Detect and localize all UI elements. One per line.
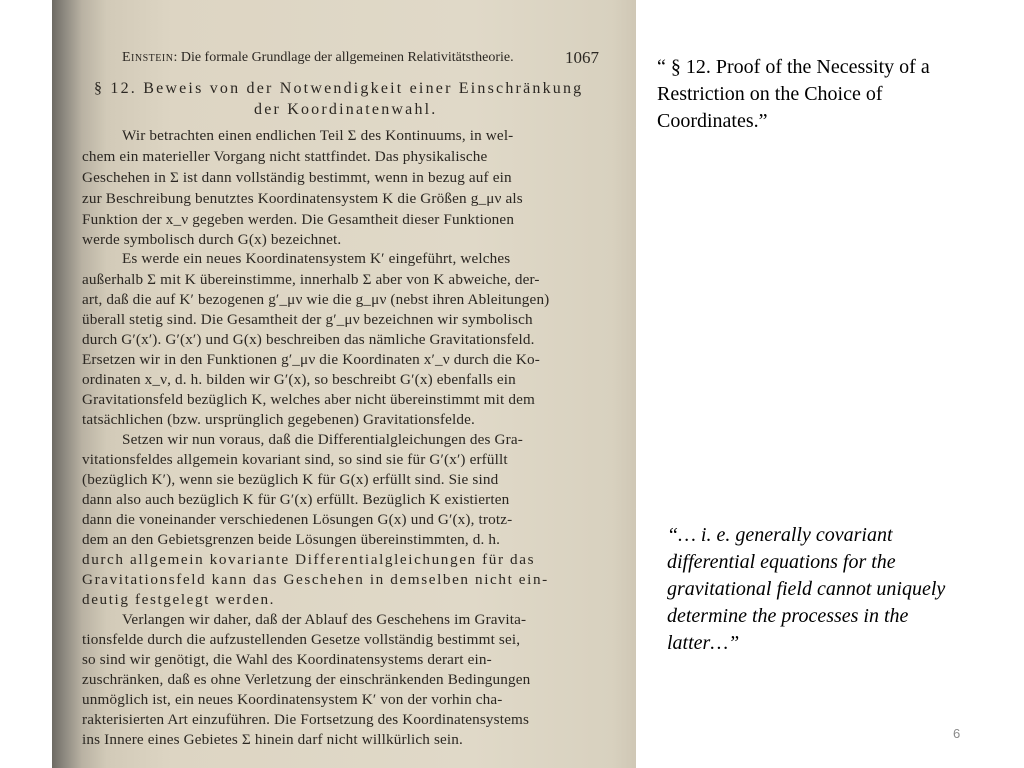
- translation-excerpt-quote: “… i. e. generally covariant differential equations for the gravitational field cannot uniquely determine the processes in the latter…”: [667, 524, 946, 654]
- body-line: Es werde ein neues Koordinatensystem K′ eingeführt, welches: [122, 250, 511, 267]
- body-line: werde symbolisch durch G(x) bezeichnet.: [82, 231, 342, 248]
- body-line: dann also auch bezüglich K für G′(x) erfüllt. Bezüglich K existierten: [82, 491, 510, 508]
- header-title: Die formale Grundlage der allgemeinen Relativitätstheorie.: [180, 50, 514, 65]
- running-header: Einstein: Die formale Grundlage der allgemeinen Relativitätstheorie.: [122, 50, 514, 65]
- body-line: unmöglich ist, ein neues Koordinatensystem K′ von der vorhin cha-: [82, 691, 503, 708]
- body-line: durch G′(x′). G′(x′) und G(x) beschreiben das nämliche Gravitationsfeld.: [82, 331, 535, 348]
- body-line: (bezüglich K′), wenn sie bezüglich K für G(x) erfüllt sind. Sie sind: [82, 471, 499, 488]
- body-line: tionsfelde durch die aufzustellenden Gesetze vollständig bestimmt sei,: [82, 631, 521, 648]
- body-line: vitationsfeldes allgemein kovariant sind, so sind sie für G′(x′) erfüllt: [82, 451, 508, 468]
- body-line: ordinaten x_ν, d. h. bilden wir G′(x), so beschreibt G′(x) ebenfalls ein: [82, 371, 516, 388]
- body-line: Verlangen wir daher, daß der Ablauf des Geschehens im Gravita-: [122, 611, 527, 628]
- body-line: zuschränken, daß es ohne Verletzung der einschränkenden Bedingungen: [82, 671, 531, 688]
- body-line: Gravitationsfeld kann das Geschehen in demselben nicht ein-: [82, 571, 549, 588]
- scanned-page: [52, 0, 636, 768]
- body-line: tatsächlichen (bzw. ursprünglich gegebenen) Gravitationsfelde.: [82, 411, 475, 428]
- body-line: dem an den Gebietsgrenzen beide Lösungen übereinstimmten, d. h.: [82, 531, 501, 548]
- body-line: so sind wir genötigt, die Wahl des Koordinatensystems derart ein-: [82, 651, 492, 668]
- body-line: rakterisierten Art einzuführen. Die Fortsetzung des Koordinatensystems: [82, 711, 530, 728]
- body-line: durch allgemein kovariante Differentialgleichungen für das: [82, 551, 536, 568]
- body-line: außerhalb Σ mit K übereinstimme, innerhalb Σ aber von K abweiche, der-: [82, 271, 540, 288]
- body-line: überall stetig sind. Die Gesamtheit der g′_μν bezeichnen wir symbolisch: [82, 311, 533, 328]
- slide-number: 6: [953, 726, 961, 741]
- body-line: Funktion der x_ν gegeben werden. Die Gesamtheit dieser Funktionen: [82, 211, 515, 228]
- header-author: Einstein: [122, 50, 174, 65]
- section-title-line-2: der Koordinatenwahl.: [254, 101, 438, 118]
- body-line: Wir betrachten einen endlichen Teil Σ des Kontinuums, in wel-: [122, 127, 514, 144]
- body-line: ins Innere eines Gebietes Σ hinein darf nicht willkürlich sein.: [82, 731, 463, 748]
- body-line: zur Beschreibung benutztes Koordinatensystem K die Größen g_μν als: [82, 190, 523, 207]
- body-line: Ersetzen wir in den Funktionen g′_μν die Koordinaten x′_ν durch die Ko-: [82, 351, 540, 368]
- body-line: Geschehen in Σ ist dann vollständig bestimmt, wenn in bezug auf ein: [82, 169, 512, 186]
- body-line: Gravitationsfeld bezüglich K, welches aber nicht übereinstimmt mit dem: [82, 391, 535, 408]
- body-line: Setzen wir nun voraus, daß die Differentialgleichungen des Gra-: [122, 431, 523, 448]
- page-number: 1067: [565, 48, 599, 67]
- translation-heading-quote: “ § 12. Proof of the Necessity of a Restriction on the Choice of Coordinates.”: [657, 56, 930, 132]
- body-line: dann die voneinander verschiedenen Lösungen G(x) und G′(x), trotz-: [82, 511, 513, 528]
- section-title-line-1: § 12. Beweis von der Notwendigkeit einer Einschränkung: [94, 80, 584, 97]
- body-line: deutig festgelegt werden.: [82, 591, 276, 608]
- body-line: chem ein materieller Vorgang nicht stattfindet. Das physikalische: [82, 148, 488, 165]
- body-line: art, daß die auf K′ bezogenen g′_μν wie die g_μν (nebst ihren Ableitungen): [82, 291, 550, 308]
